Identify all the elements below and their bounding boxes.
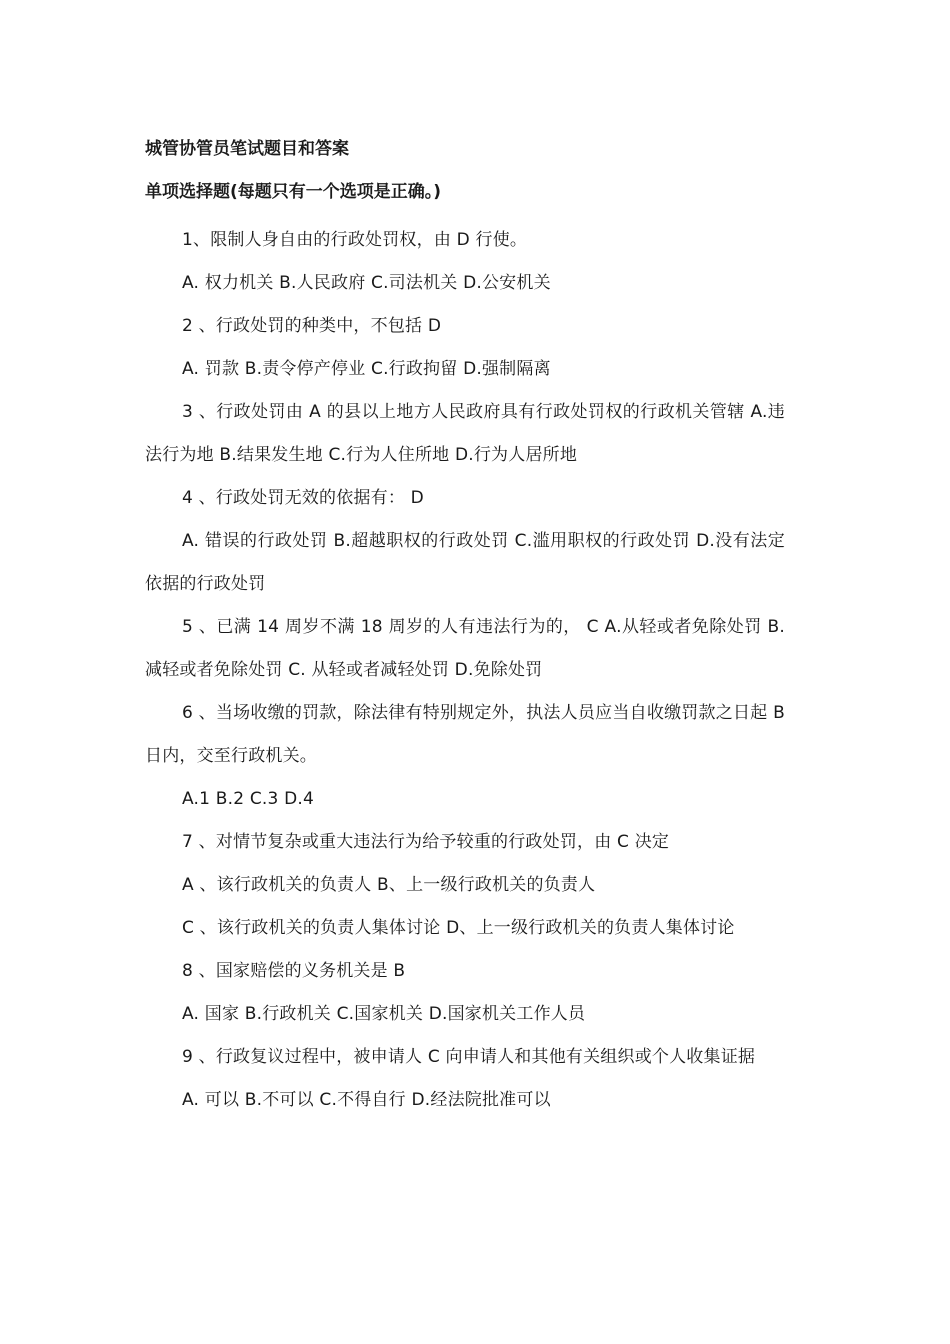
- section-heading: 单项选择题(每题只有一个选项是正确。): [145, 182, 442, 202]
- question-3: 3 、行政处罚由 A 的县以上地方人民政府具有行政处罚权的行政机关管辖 A.违法行为地 B.结果发生地 C.行为人住所地 D.行为人居所地: [145, 402, 785, 465]
- question-6-options: A.1 B.2 C.3 D.4: [182, 789, 315, 809]
- question-4-options: A. 错误的行政处罚 B.超越职权的行政处罚 C.滥用职权的行政处罚 D.没有法定依据的行政处罚: [145, 531, 785, 594]
- question-7-options-cd: C 、该行政机关的负责人集体讨论 D、上一级行政机关的负责人集体讨论: [182, 918, 735, 938]
- question-8: 8 、国家赔偿的义务机关是 B: [182, 961, 406, 981]
- question-9-options: A. 可以 B.不可以 C.不得自行 D.经法院批准可以: [182, 1090, 551, 1110]
- question-9: 9 、行政复议过程中，被申请人 C 向申请人和其他有关组织或个人收集证据: [182, 1047, 756, 1067]
- question-7-options-ab: A 、该行政机关的负责人 B、上一级行政机关的负责人: [182, 875, 596, 895]
- document-title: 城管协管员笔试题目和答案: [145, 139, 349, 159]
- question-2: 2 、行政处罚的种类中，不包括 D: [182, 316, 442, 336]
- question-6: 6 、当场收缴的罚款，除法律有特别规定外，执法人员应当自收缴罚款之日起 B 日内，交至行政机关。: [145, 703, 785, 766]
- question-1-options: A. 权力机关 B.人民政府 C.司法机关 D.公安机关: [182, 273, 551, 293]
- question-2-options: A. 罚款 B.责令停产停业 C.行政拘留 D.强制隔离: [182, 359, 551, 379]
- question-4: 4 、行政处罚无效的依据有： D: [182, 488, 424, 508]
- document-body: [145, 133, 785, 1122]
- question-1: 1、限制人身自由的行政处罚权，由 D 行使。: [182, 230, 528, 250]
- question-5: 5 、已满 14 周岁不满 18 周岁的人有违法行为的， C A.从轻或者免除处罚 B.减轻或者免除处罚 C. 从轻或者减轻处罚 D.免除处罚: [145, 617, 785, 680]
- question-8-options: A. 国家 B.行政机关 C.国家机关 D.国家机关工作人员: [182, 1004, 586, 1024]
- question-7: 7 、对情节复杂或重大违法行为给予较重的行政处罚，由 C 决定: [182, 832, 670, 852]
